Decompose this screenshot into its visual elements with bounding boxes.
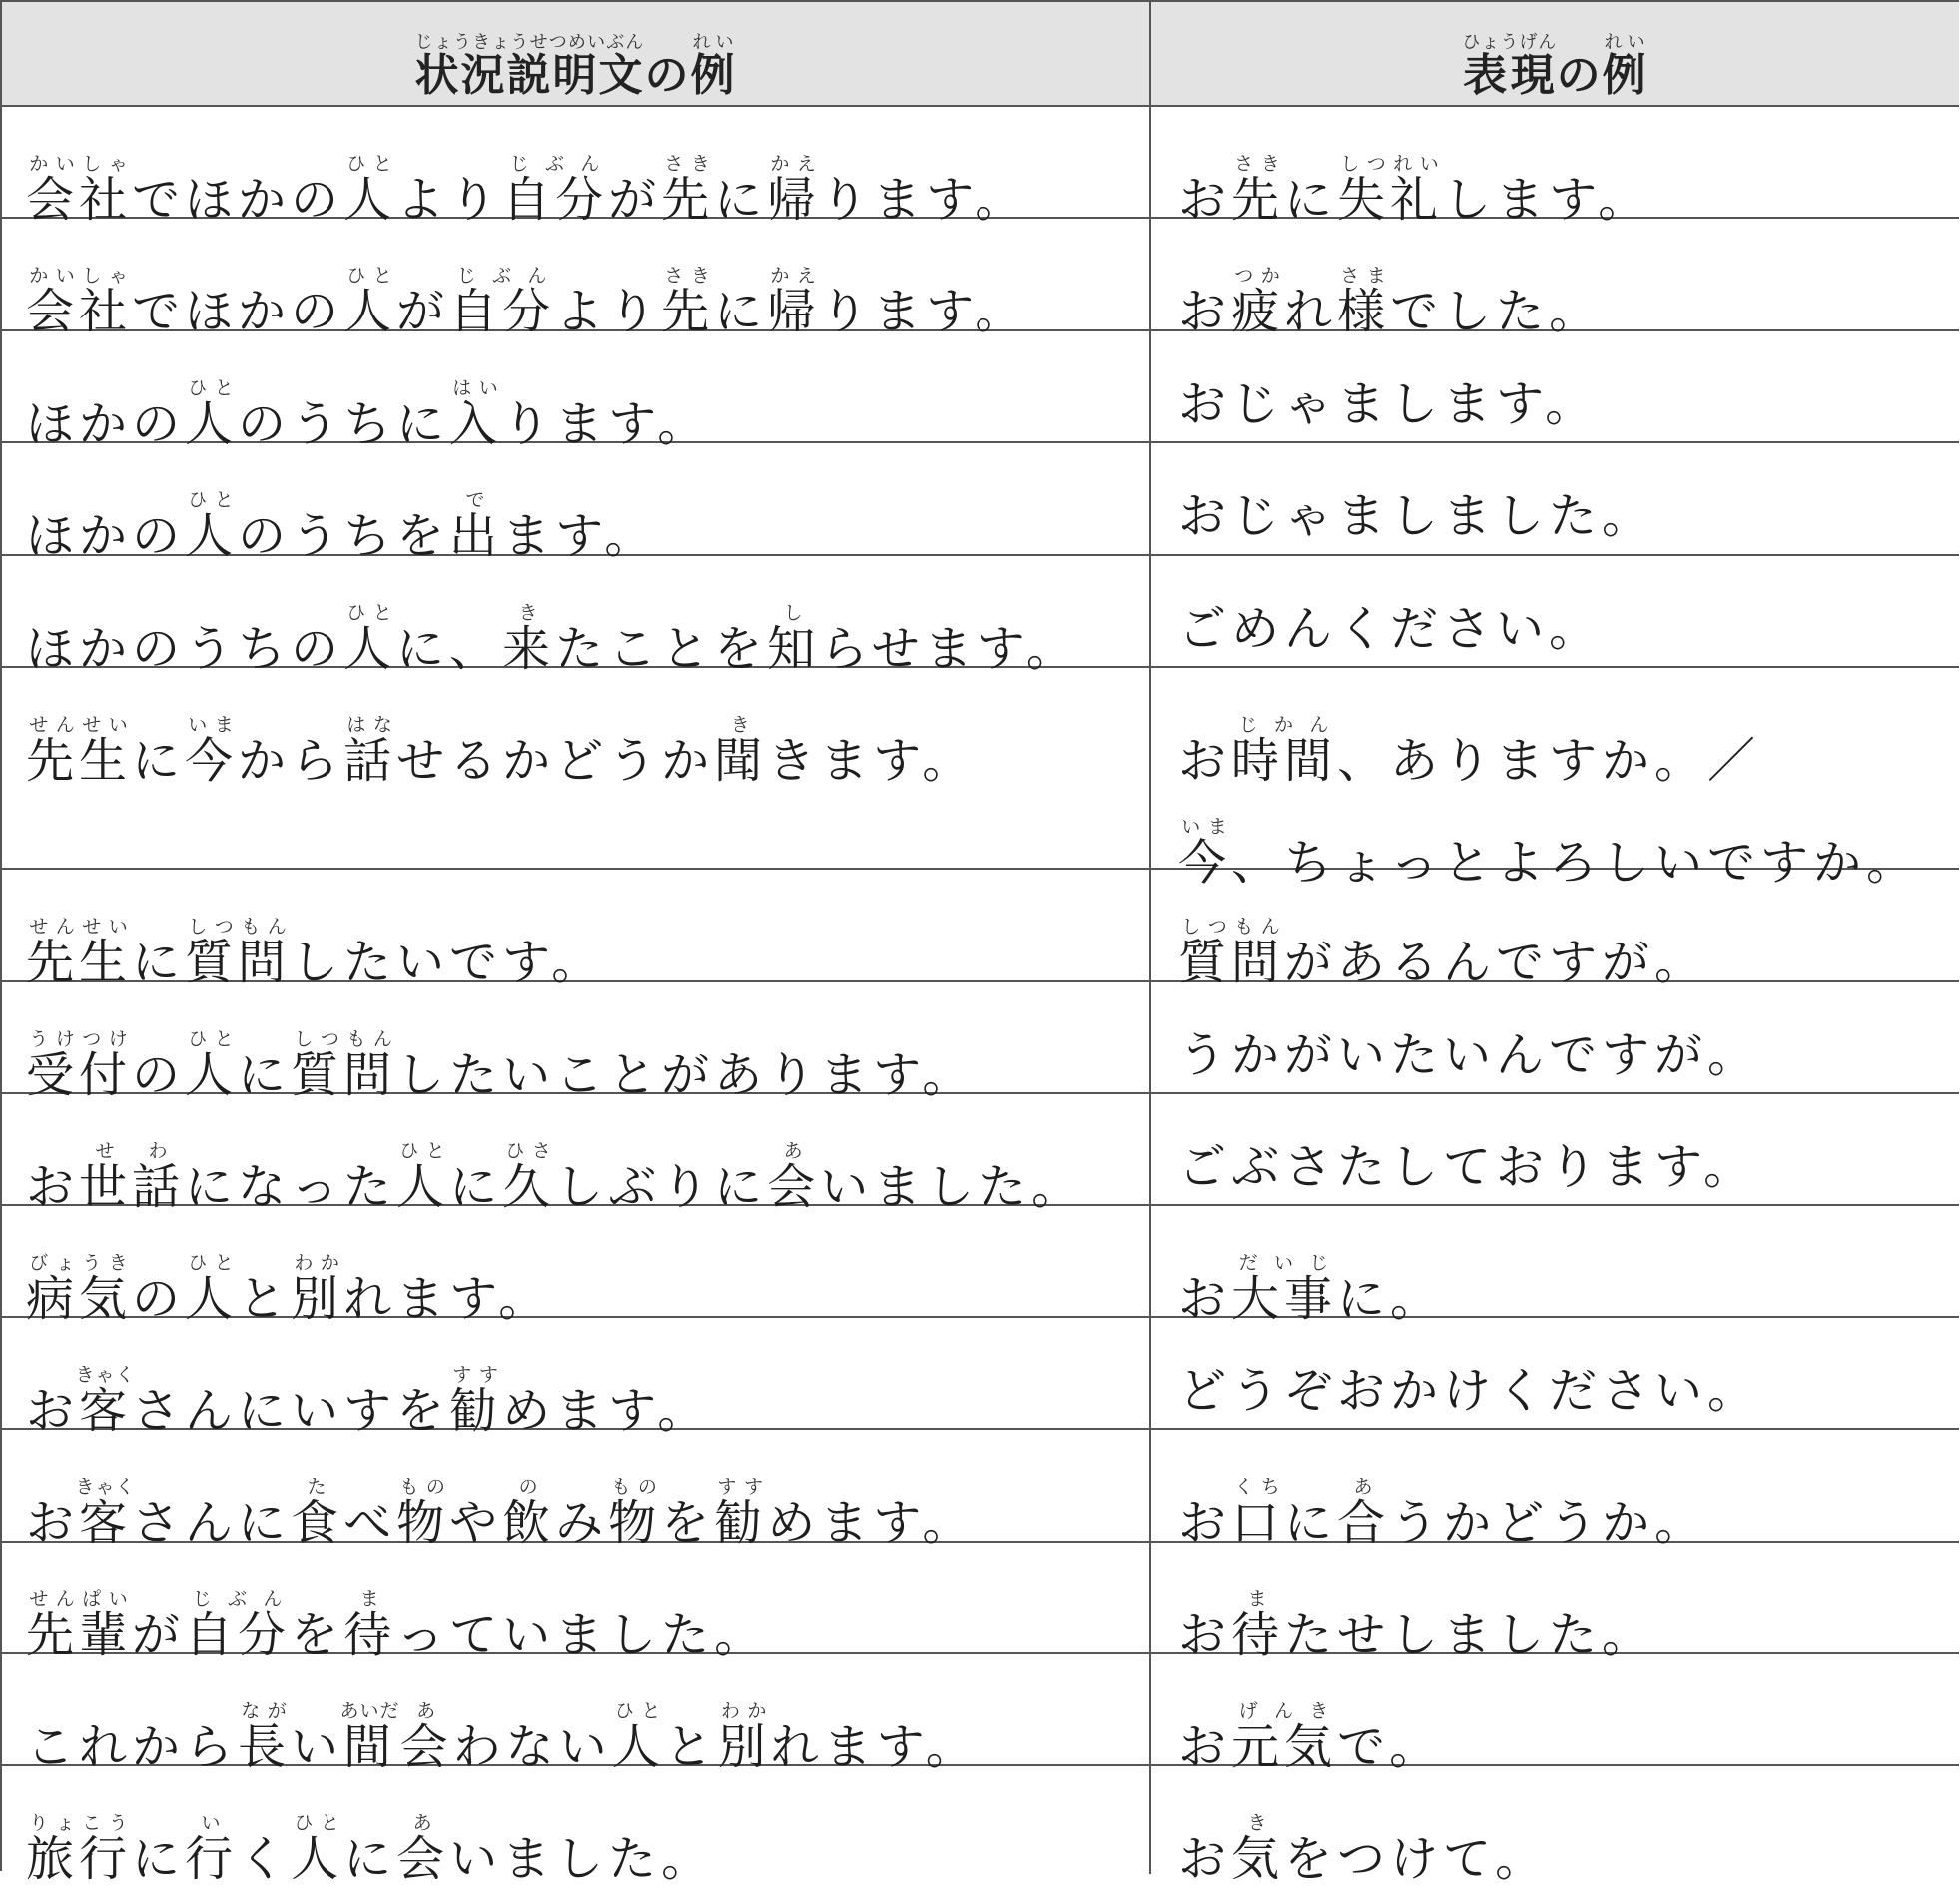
furigana: ひと — [396, 1140, 450, 1162]
furigana: ま — [1231, 1588, 1285, 1610]
furigana: げんき — [1231, 1700, 1338, 1722]
table-row — [2, 982, 1959, 1103]
ruby-word: 物もの — [396, 1476, 450, 1551]
furigana: じぶん — [185, 1588, 292, 1610]
table-row — [2, 1094, 1959, 1215]
ruby-word: 客きゃく — [75, 1364, 136, 1439]
furigana: さま — [1337, 265, 1391, 287]
furigana: た — [291, 1476, 344, 1498]
expression-cell — [1151, 1318, 1959, 1428]
furigana: ひと — [343, 265, 397, 287]
furigana: びょうき — [26, 1252, 133, 1274]
ruby-word: 自分じぶん — [502, 153, 609, 228]
ruby-word: 世話せわ — [79, 1140, 186, 1215]
furigana: の — [502, 1476, 556, 1498]
ruby-word: 間あいだ — [339, 1700, 400, 1775]
table-row — [2, 556, 1959, 677]
ruby-word: 先さき — [661, 153, 715, 228]
situation-text: これから長ながい間あいだ会あわない人ひとと別わかれます。 — [26, 1700, 979, 1775]
furigana: しつもん — [1178, 916, 1285, 938]
ruby-word: 失礼しつれい — [1337, 153, 1444, 228]
ruby-word: 知し — [767, 602, 821, 677]
situation-text: 会社かいしゃでほかの人ひとより自分じぶんが先さきに帰かえります。 — [26, 153, 1028, 228]
furigana: き — [502, 602, 556, 624]
furigana: じぶん — [502, 153, 609, 175]
ruby-word: 別わか — [291, 1252, 344, 1327]
furigana: せんせい — [26, 714, 133, 736]
ruby-word: 先輩せんぱい — [26, 1588, 133, 1663]
expression-text: どうぞおかけください。 — [1178, 1363, 1761, 1419]
expression-cell — [1151, 331, 1959, 441]
furigana: しつれい — [1337, 153, 1444, 175]
table-row — [2, 331, 1959, 452]
expression-text: ごぶさたしております。 — [1178, 1139, 1757, 1195]
ruby-word: 待ま — [1231, 1588, 1285, 1663]
ruby-word: 表現ひょうげん — [1462, 32, 1558, 101]
ruby-word: 人ひと — [185, 377, 239, 452]
ruby-word: 会あ — [399, 1700, 453, 1775]
situation-cell — [2, 982, 1151, 1103]
furigana: あ — [396, 1812, 450, 1834]
furigana: ひょうげん — [1462, 32, 1558, 53]
situation-cell — [2, 1543, 1151, 1663]
ruby-word: 待ま — [343, 1588, 397, 1663]
table-row — [2, 1543, 1959, 1663]
ruby-word: 会社かいしゃ — [26, 153, 133, 228]
ruby-word: 様さま — [1337, 265, 1391, 339]
furigana: せんせい — [26, 916, 133, 938]
ruby-word: 質問しつもん — [1178, 916, 1285, 990]
ruby-word: 例れい — [690, 32, 737, 101]
furigana: じぶん — [449, 265, 556, 287]
furigana: すす — [449, 1364, 503, 1386]
furigana: くち — [1231, 1476, 1285, 1498]
situation-column-header — [2, 2, 1151, 105]
expression-cell — [1151, 1766, 1959, 1887]
expression-cell — [1151, 870, 1959, 990]
expression-text: お大事だいじに。 — [1178, 1252, 1444, 1327]
situation-text: 会社かいしゃでほかの人ひとが自分じぶんより先さきに帰かえります。 — [26, 265, 1028, 339]
furigana: ひさ — [502, 1140, 556, 1162]
ruby-word: 人ひと — [396, 1140, 450, 1215]
situation-text: ほかのうちの人ひとに、来きたことを知しらせます。 — [26, 602, 1079, 677]
expression-cell — [1151, 107, 1959, 228]
ruby-word: 物もの — [608, 1476, 662, 1551]
situation-text: お世話せわになった人ひとに久ひさしぶりに会あいました。 — [26, 1140, 1085, 1215]
furigana: せわ — [79, 1140, 186, 1162]
situation-text: 旅行りょこうに行いく人ひとに会あいました。 — [26, 1812, 715, 1887]
ruby-word: 口くち — [1231, 1476, 1285, 1551]
expression-cell — [1151, 556, 1959, 666]
table-row — [2, 1654, 1959, 1775]
ruby-word: 帰かえ — [767, 153, 821, 228]
ruby-word: 先生せんせい — [26, 714, 133, 789]
furigana: きゃく — [75, 1476, 136, 1498]
situation-cell — [2, 219, 1151, 339]
furigana: いま — [1178, 816, 1232, 838]
ruby-word: 人ひと — [185, 489, 239, 564]
expression-text: お先さきに失礼しつれいします。 — [1178, 153, 1651, 228]
ruby-word: 病気びょうき — [26, 1252, 133, 1327]
expression-text: ごめんください。 — [1178, 601, 1603, 657]
ruby-word: 食た — [291, 1476, 344, 1551]
ruby-word: 帰かえ — [767, 265, 821, 339]
furigana: さき — [661, 153, 715, 175]
situation-cell — [2, 331, 1151, 452]
ruby-word: 元気げんき — [1231, 1700, 1338, 1775]
ruby-word: 人ひと — [291, 1812, 344, 1887]
furigana: なが — [238, 1700, 292, 1722]
ruby-word: 自分じぶん — [449, 265, 556, 339]
furigana: きゃく — [75, 1364, 136, 1386]
situation-text: 先生せんせいに今いまから話はなせるかどうか聞ききます。 — [26, 714, 976, 789]
ruby-word: 今いま — [1178, 816, 1232, 891]
ruby-word: 先さき — [661, 265, 715, 339]
ruby-word: 会社かいしゃ — [26, 265, 133, 339]
furigana: いま — [185, 714, 239, 736]
furigana: さき — [1231, 153, 1285, 175]
furigana: しつもん — [185, 916, 292, 938]
expression-cell — [1151, 982, 1959, 1092]
furigana: ま — [343, 1588, 397, 1610]
ruby-word: 例れい — [1602, 32, 1648, 101]
situation-text: お客きゃくさんに食たべ物ものや飲のみ物ものを勧すすめます。 — [26, 1476, 976, 1551]
ruby-word: 長なが — [238, 1700, 292, 1775]
furigana: かえ — [767, 265, 821, 287]
situation-text: 受付うけつけの人ひとに質問しつもんしたいことがあります。 — [26, 1028, 976, 1103]
furigana: ひと — [343, 602, 397, 624]
situation-text: 先輩せんぱいが自分じぶんを待まっていました。 — [26, 1588, 768, 1663]
furigana: あ — [1337, 1476, 1391, 1498]
furigana: で — [449, 489, 503, 511]
ruby-word: 話はな — [343, 714, 397, 789]
ruby-word: 受付うけつけ — [26, 1028, 133, 1103]
ruby-word: 自分じぶん — [185, 1588, 292, 1663]
expression-text: うかがいたいんですが。 — [1178, 1027, 1761, 1083]
ruby-word: 先さき — [1231, 153, 1285, 228]
furigana: き — [1231, 1812, 1285, 1834]
table-row — [2, 107, 1959, 228]
furigana: りょこう — [26, 1812, 133, 1834]
table-row — [2, 1206, 1959, 1327]
table-row — [2, 1766, 1959, 1887]
furigana: れい — [690, 32, 737, 53]
ruby-word: 大事だいじ — [1231, 1252, 1338, 1327]
furigana: もの — [396, 1476, 450, 1498]
ruby-word: 行い — [185, 1812, 239, 1887]
situation-cell — [2, 1094, 1151, 1215]
expression-cell — [1151, 668, 1959, 891]
situation-cell — [2, 668, 1151, 868]
situation-text: ほかの人ひとのうちを出でます。 — [26, 489, 658, 564]
expression-text: 今いま、ちょっとよろしいですか。 — [1178, 816, 1920, 891]
furigana: じょうきょうせつめいぶん — [414, 32, 645, 53]
furigana: つか — [1231, 265, 1285, 287]
furigana: すす — [714, 1476, 768, 1498]
ruby-word: 入はい — [449, 377, 503, 452]
furigana: ひと — [291, 1812, 344, 1834]
furigana: わか — [291, 1252, 344, 1274]
ruby-word: 勧すす — [449, 1364, 503, 1439]
ruby-word: 合あ — [1337, 1476, 1391, 1551]
expression-cell — [1151, 1206, 1959, 1327]
furigana: かいしゃ — [26, 153, 133, 175]
ruby-word: 来き — [502, 602, 556, 677]
furigana: い — [185, 1812, 239, 1834]
expression-text: おじゃましました。 — [1178, 488, 1655, 544]
situation-text: 病気びょうきの人ひとと別わかれます。 — [26, 1252, 552, 1327]
ruby-word: 疲つか — [1231, 265, 1285, 339]
furigana: じかん — [1231, 714, 1338, 736]
situation-header-text: 状況説明文じょうきょうせつめいぶんの例れい — [414, 32, 737, 101]
ruby-word: 飲の — [502, 1476, 556, 1551]
furigana: かえ — [767, 153, 821, 175]
furigana: ひと — [185, 1028, 239, 1050]
ruby-word: 人ひと — [611, 1700, 665, 1775]
furigana: しつもん — [291, 1028, 397, 1050]
ruby-word: 人ひと — [185, 1028, 239, 1103]
situation-text: 先生せんせいに質問しつもんしたいです。 — [26, 916, 605, 990]
ruby-word: 状況説明文じょうきょうせつめいぶん — [414, 32, 645, 101]
situation-cell — [2, 556, 1151, 677]
ruby-word: 人ひと — [185, 1252, 239, 1327]
table-row — [2, 668, 1959, 891]
expression-cell — [1151, 1430, 1959, 1551]
table-row — [2, 1318, 1959, 1439]
furigana: れい — [1602, 32, 1648, 53]
situation-cell — [2, 1206, 1151, 1327]
expression-text: お口くちに合あうかどうか。 — [1178, 1476, 1708, 1551]
table-row — [2, 219, 1959, 339]
table-header-row — [2, 2, 1959, 107]
furigana: ひと — [185, 1252, 239, 1274]
furigana: せんぱい — [26, 1588, 133, 1610]
ruby-word: 会あ — [767, 1140, 821, 1215]
furigana: わか — [717, 1700, 771, 1722]
ruby-word: 質問しつもん — [291, 1028, 397, 1103]
furigana: き — [714, 714, 768, 736]
expression-cell — [1151, 1543, 1959, 1663]
expression-text: おじゃまします。 — [1178, 376, 1599, 432]
table-row — [2, 1430, 1959, 1551]
ruby-word: 質問しつもん — [185, 916, 292, 990]
situation-cell — [2, 1766, 1151, 1887]
table-row — [2, 870, 1959, 990]
expression-text: お時間じかん、ありますか。／ — [1178, 714, 1761, 789]
ruby-word: 別わか — [717, 1700, 771, 1775]
furigana: ひと — [611, 1700, 665, 1722]
ruby-word: 久ひさ — [502, 1140, 556, 1215]
situation-cell — [2, 870, 1151, 990]
ruby-word: 時間じかん — [1231, 714, 1338, 789]
ruby-word: 人ひと — [343, 153, 397, 228]
expression-header-text: 表現ひょうげんの例れい — [1462, 32, 1648, 101]
furigana: ひと — [185, 489, 239, 511]
furigana: はな — [343, 714, 397, 736]
situation-cell — [2, 1654, 1151, 1775]
situation-cell — [2, 443, 1151, 564]
situation-cell — [2, 1318, 1151, 1439]
ruby-word: 勧すす — [714, 1476, 768, 1551]
expression-text: お疲つかれ様さまでした。 — [1178, 265, 1603, 339]
expression-text: お待またせしました。 — [1178, 1588, 1655, 1663]
expression-cell — [1151, 219, 1959, 339]
ruby-word: 先生せんせい — [26, 916, 133, 990]
ruby-word: 気き — [1231, 1812, 1285, 1887]
furigana: あ — [399, 1700, 453, 1722]
ruby-word: 人ひと — [343, 602, 397, 677]
furigana: し — [767, 602, 821, 624]
ruby-word: 今いま — [185, 714, 239, 789]
furigana: さき — [661, 265, 715, 287]
expression-cell — [1151, 1654, 1959, 1775]
furigana: あ — [767, 1140, 821, 1162]
furigana: ひと — [185, 377, 239, 399]
ruby-word: 聞き — [714, 714, 768, 789]
ruby-word: 旅行りょこう — [26, 1812, 133, 1887]
furigana: ひと — [343, 153, 397, 175]
situation-cell — [2, 107, 1151, 228]
furigana: はい — [449, 377, 503, 399]
ruby-word: 出で — [449, 489, 503, 564]
situation-text: お客きゃくさんにいすを勧すすめます。 — [26, 1364, 711, 1439]
furigana: あいだ — [339, 1700, 400, 1722]
situation-text: ほかの人ひとのうちに入はいります。 — [26, 377, 711, 452]
furigana: もの — [608, 1476, 662, 1498]
expression-text: お元気げんきで。 — [1178, 1700, 1443, 1775]
furigana: だいじ — [1231, 1252, 1338, 1274]
situation-cell — [2, 1430, 1151, 1551]
furigana: かいしゃ — [26, 265, 133, 287]
expression-column-header — [1151, 2, 1959, 105]
expression-cell — [1151, 443, 1959, 554]
table-row — [2, 443, 1959, 564]
ruby-word: 会あ — [396, 1812, 450, 1887]
expression-text: 質問しつもんがあるんですが。 — [1178, 916, 1708, 990]
ruby-word: 人ひと — [343, 265, 397, 339]
furigana: うけつけ — [26, 1028, 133, 1050]
expression-cell — [1151, 1094, 1959, 1204]
expression-text: お気きをつけて。 — [1178, 1812, 1549, 1887]
ruby-word: 客きゃく — [75, 1476, 136, 1551]
